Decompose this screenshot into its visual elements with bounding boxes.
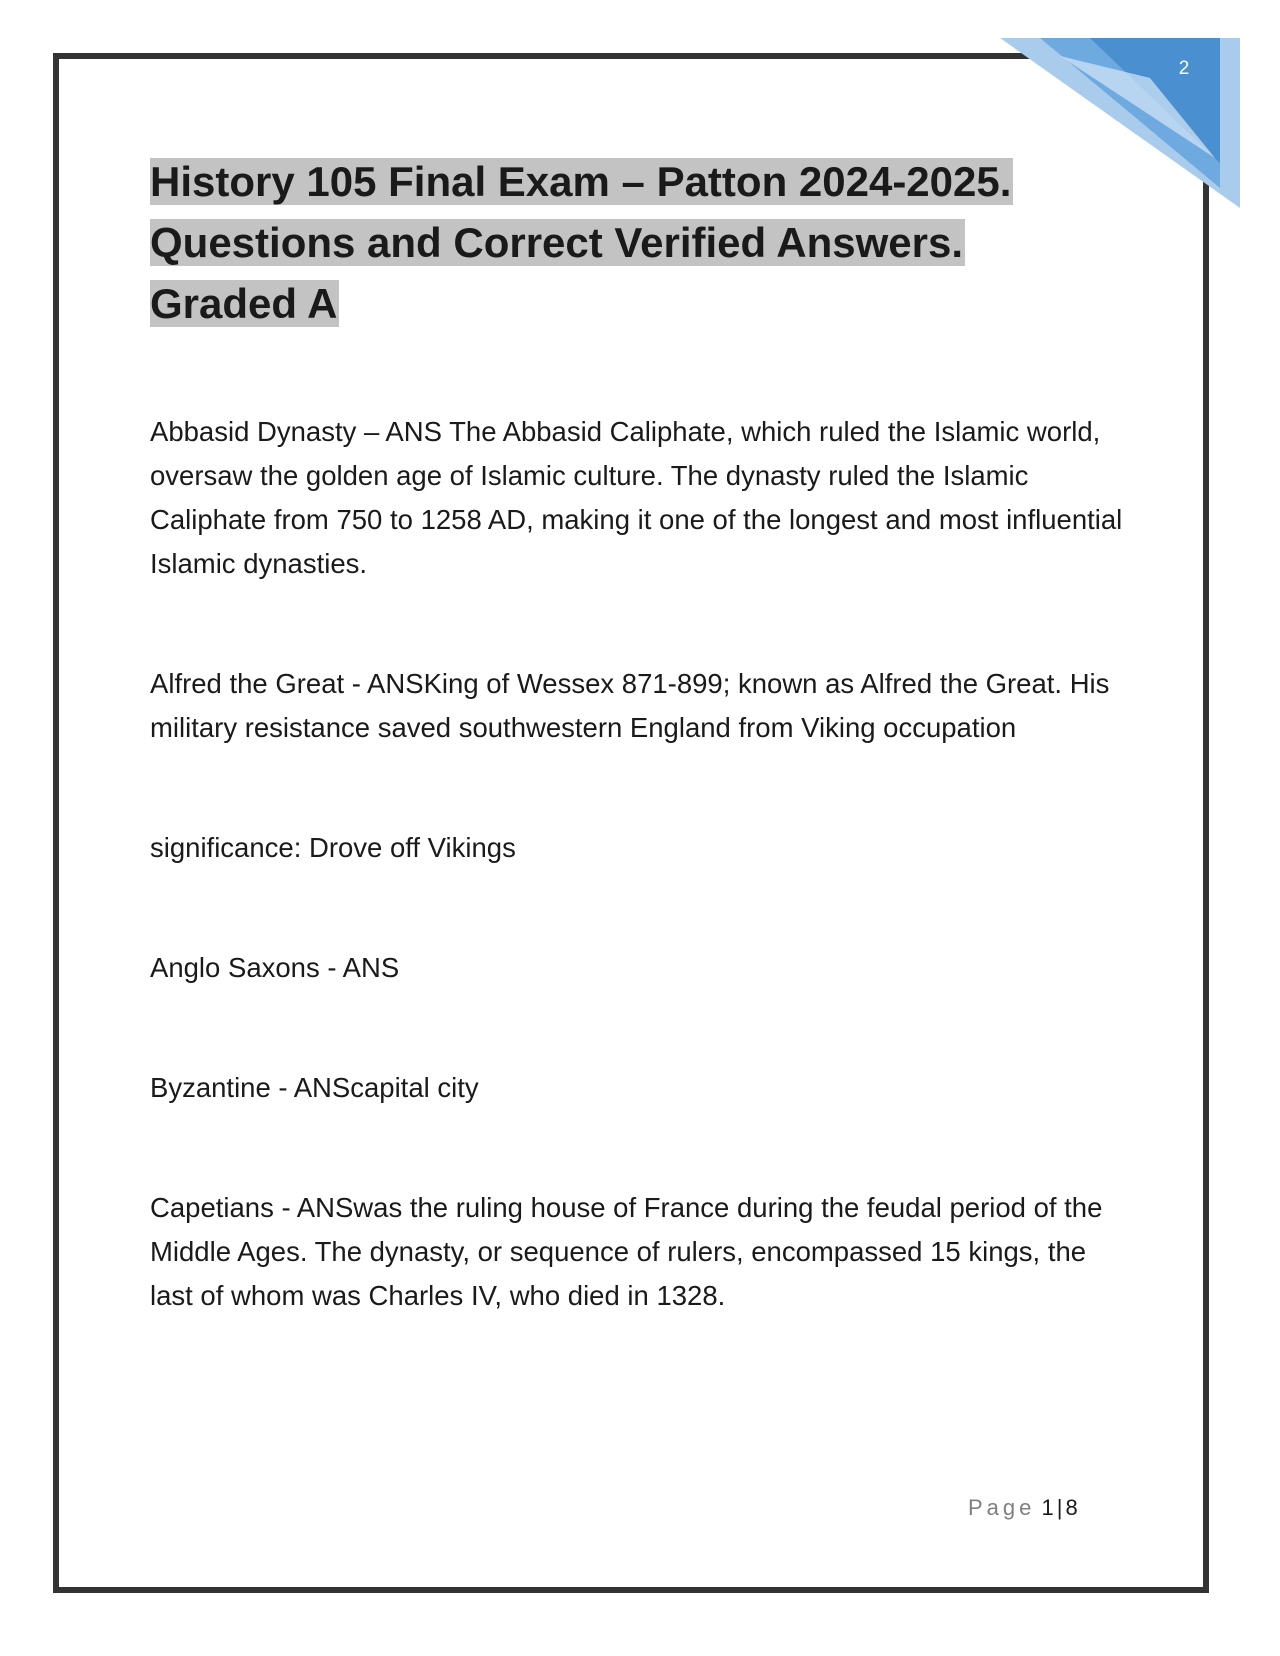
footer-current-page: 1: [1041, 1495, 1054, 1520]
entry-anglo-saxons: Anglo Saxons - ANS: [150, 952, 400, 983]
document-title-text: History 105 Final Exam – Patton 2024-2025. Questions and Correct Verified Answers. Graded A: [150, 158, 1012, 327]
entry-significance: significance: Drove off Vikings: [150, 832, 516, 863]
entry-capetians: Capetians - ANSwas the ruling house of France during the feudal period of the Middle Ages. The dynasty, or sequence of rulers, encompassed 15 kings, the last of whom was Charles IV, who died in 1328.: [150, 1192, 1103, 1311]
entry-alfred-the-great: Alfred the Great - ANSKing of Wessex 871-899; known as Alfred the Great. His military resistance saved southwestern England from Viking occupation: [150, 668, 1110, 743]
page-footer: [968, 1495, 1078, 1521]
document-title: [150, 151, 1110, 334]
entry-byzantine: Byzantine - ANScapital city: [150, 1072, 479, 1103]
corner-page-number: 2: [1178, 58, 1190, 79]
footer-page-word: Page: [968, 1495, 1036, 1520]
document-body: [150, 410, 1130, 1394]
footer-total-pages: 8: [1065, 1495, 1078, 1520]
entry-abbasid-dynasty: Abbasid Dynasty – ANS The Abbasid Caliphate, which ruled the Islamic world, oversaw the golden age of Islamic culture. The dynasty ruled the Islamic Caliphate from 750 to 1258 AD, making it one of the longest and most influential Islamic dynasties.: [150, 416, 1123, 579]
footer-separator: |: [1056, 1495, 1063, 1520]
